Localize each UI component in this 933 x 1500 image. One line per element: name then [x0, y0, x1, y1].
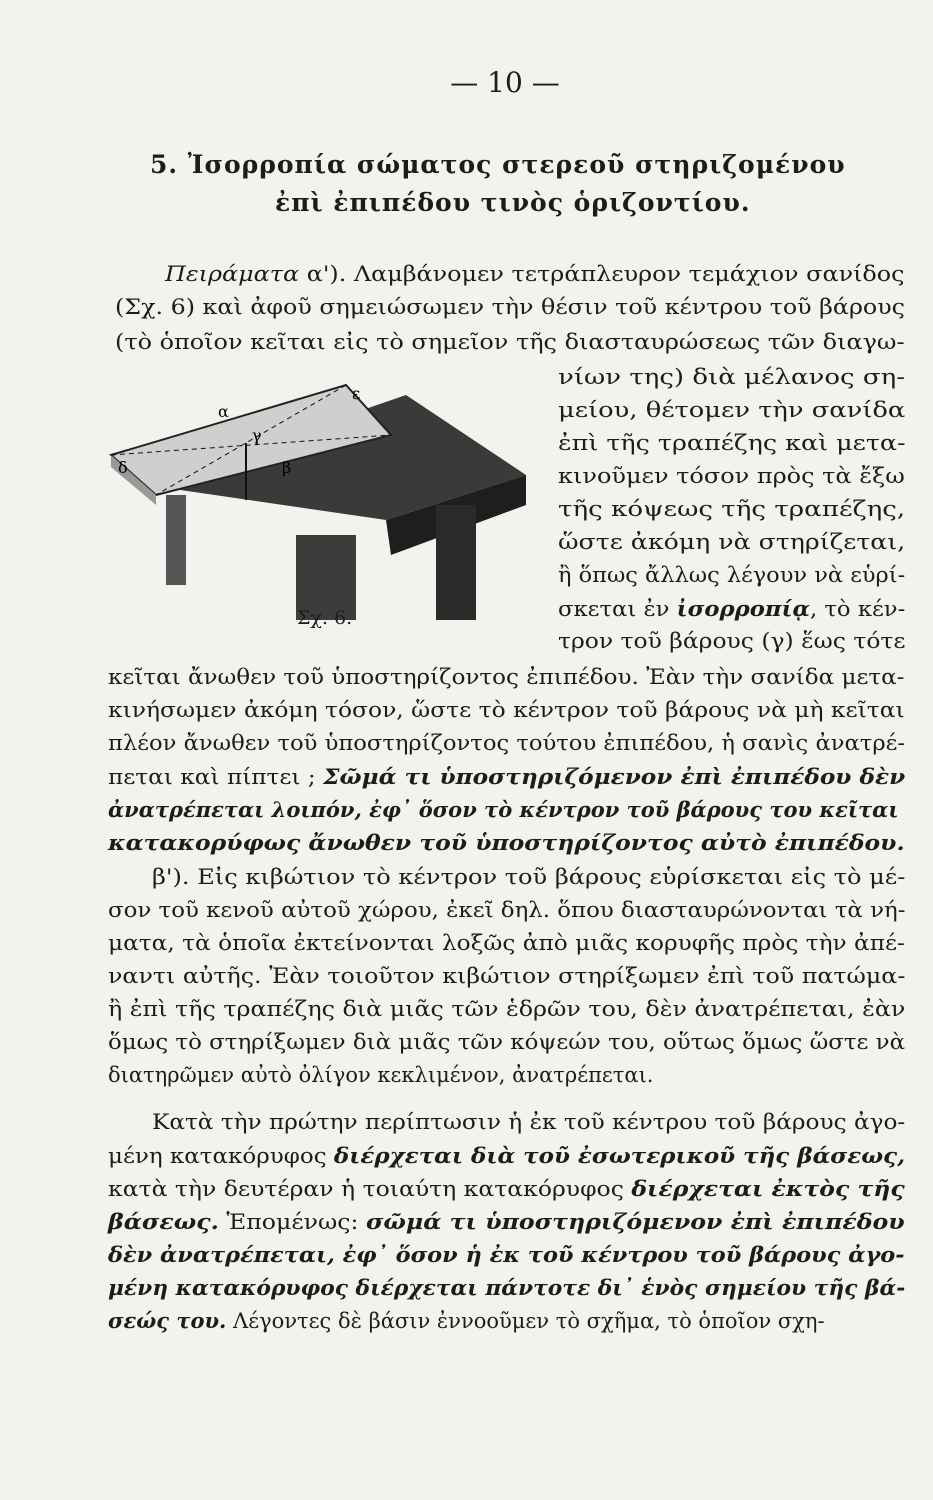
- label-alpha: α: [218, 402, 229, 421]
- figure-caption: Σχ. 6.: [297, 607, 353, 629]
- text-run: Ἑπομένως:: [218, 1210, 366, 1234]
- text-line: [165, 262, 905, 286]
- text-run: Πειράματα: [165, 262, 307, 286]
- text-line: [108, 898, 905, 922]
- text-run: σεώς του.: [108, 1308, 227, 1333]
- text-run: ματα, τὰ ὁποῖα ἐκτείνονται λοξῶς ἀπὸ μιᾶς κορυφῆς πρὸς τὴν ἀπέ-: [108, 931, 905, 955]
- text-line: [108, 797, 898, 822]
- text-line: [558, 563, 905, 587]
- text-line: [152, 865, 905, 889]
- text-line: [115, 295, 905, 319]
- text-line: [108, 1063, 654, 1087]
- text-line: [152, 1110, 905, 1134]
- text-line: [108, 1209, 905, 1234]
- table-leg-front: [436, 505, 476, 620]
- label-gamma: γ: [252, 426, 262, 445]
- text-run: τῆς κόψεως τῆς τραπέζης,: [558, 497, 906, 521]
- text-run: πεται καὶ πίπτει ;: [108, 765, 324, 789]
- section-title-line-1: 5. Ἰσορροπία σώματος στερεοῦ στηριζομένου: [150, 150, 846, 179]
- text-line: [108, 1176, 905, 1201]
- text-line: [108, 997, 905, 1021]
- text-run: μείου, θέτομεν τὴν σανίδα: [558, 398, 906, 422]
- text-run: σον τοῦ κενοῦ αὐτοῦ χώρου, ἐκεῖ δηλ. ὅπου διασταυρώνονται τὰ νή-: [108, 898, 906, 922]
- text-run: α'). Λαμβάνομεν τετράπλευρον τεμάχιον σανίδος: [306, 262, 905, 286]
- text-run: κατὰ τὴν δευτέραν ἡ τοιαύτη κατακόρυφος: [108, 1177, 632, 1201]
- table-leg-back: [166, 495, 186, 585]
- text-run: διέρχεται ἐκτὸς τῆς: [631, 1176, 905, 1201]
- text-run: πλέον ἄνωθεν τοῦ ὑποστηρίζοντος τούτου ἐπιπέδου, ἡ σανὶς ἀνατρέ-: [108, 731, 906, 755]
- text-line: [108, 1242, 905, 1267]
- text-line: [558, 431, 906, 455]
- text-run: σῶμά τι ὑποστηριζόμενον ἐπὶ ἐπιπέδου: [365, 1209, 905, 1234]
- label-beta: β: [282, 458, 292, 477]
- text-run: ἢ ἐπὶ τῆς τραπέζης διὰ μιᾶς τῶν ἑδρῶν του, δὲν ἀνατρέπεται, ἐὰν: [108, 997, 906, 1021]
- section-title-line-2: ἐπὶ ἐπιπέδου τινὸς ὁριζοντίου.: [275, 188, 751, 217]
- text-line: [558, 596, 905, 621]
- text-line: [108, 698, 905, 722]
- text-run: Λέγοντες δὲ βάσιν ἐννοοῦμεν τὸ σχῆμα, τὸ ὁποῖον σχη-: [226, 1309, 825, 1333]
- text-run: ὅμως τὸ στηρίξωμεν διὰ μιᾶς τῶν κόψεών του, οὕτως ὅμως ὥστε νὰ: [108, 1030, 906, 1054]
- text-run: κατακορύφως ἄνωθεν τοῦ ὑποστηρίζοντος αὐτὸ ἐπιπέδου.: [108, 830, 905, 855]
- text-run: Σῶμά τι ὑποστηριζόμενον ἐπὶ ἐπιπέδου δὲν: [323, 764, 906, 789]
- text-run: τρον τοῦ βάρους (γ) ἕως τότε: [558, 629, 906, 653]
- text-line: [108, 931, 905, 955]
- text-run: ἐπὶ τῆς τραπέζης καὶ μετα-: [558, 431, 906, 455]
- label-epsilon: ε: [352, 384, 361, 403]
- text-run: δὲν ἀνατρέπεται, ἐφ᾽ ὅσον ἡ ἐκ τοῦ κέντρου τοῦ βάρους ἀγο-: [108, 1242, 905, 1267]
- text-line: [108, 830, 905, 855]
- text-run: ἀνατρέπεται λοιπόν, ἐφ᾽ ὅσον τὸ κέντρον τοῦ βάρους του κεῖται: [108, 797, 899, 822]
- text-line: [108, 1030, 905, 1054]
- text-run: (Σχ. 6) καὶ ἀφοῦ σημειώσωμεν τὴν θέσιν τοῦ κέντρου τοῦ βάρους: [115, 295, 905, 319]
- text-run: Κατὰ τὴν πρώτην περίπτωσιν ἡ ἐκ τοῦ κέντρου τοῦ βάρους ἀγο-: [152, 1110, 906, 1134]
- label-delta: δ: [118, 458, 128, 477]
- text-line: [108, 1143, 905, 1168]
- text-run: κινήσωμεν ἀκόμη τόσον, ὥστε τὸ κέντρον τοῦ βάρους νὰ μὴ κεῖται: [108, 698, 905, 722]
- text-line: [108, 1308, 825, 1333]
- text-run: ὥστε ἀκόμη νὰ στηρίζεται,: [558, 530, 906, 554]
- page-number: — 10 —: [450, 66, 560, 99]
- text-line: [558, 530, 905, 554]
- figure-board-on-table: [106, 355, 556, 625]
- text-line: [108, 665, 904, 689]
- text-run: ναντι αὐτῆς. Ἐὰν τοιοῦτον κιβώτιον στηρίξωμεν ἐπὶ τοῦ πατώμα-: [108, 964, 906, 988]
- text-run: μένη κατακόρυφος: [108, 1144, 334, 1168]
- text-run: β'). Εἰς κιβώτιον τὸ κέντρον τοῦ βάρους εὑρίσκεται εἰς τὸ μέ-: [152, 865, 906, 889]
- text-run: κεῖται ἄνωθεν τοῦ ὑποστηρίζοντος ἐπιπέδου. Ἐὰν τὴν σανίδα μετα-: [108, 665, 905, 689]
- text-run: διατηρῶμεν αὐτὸ ὀλίγον κεκλιμένον, ἀνατρέπεται.: [108, 1063, 654, 1087]
- text-run: βάσεως.: [108, 1209, 219, 1234]
- text-run: διέρχεται διὰ τοῦ ἐσωτερικοῦ τῆς βάσεως,: [333, 1143, 906, 1168]
- text-run: , τὸ κέν-: [809, 597, 906, 621]
- text-line: [558, 464, 905, 488]
- text-run: μένη κατακόρυφος διέρχεται πάντοτε δι᾽ ἑνὸς σημείου τῆς βά-: [108, 1275, 906, 1300]
- text-run: (τὸ ὁποῖον κεῖται εἰς τὸ σημεῖον τῆς διασταυρώσεως τῶν διαγω-: [115, 330, 905, 354]
- text-line: [108, 1275, 905, 1300]
- text-line: [558, 629, 906, 653]
- text-run: κινοῦμεν τόσον πρὸς τὰ ἔξω: [558, 464, 905, 488]
- text-line: [558, 365, 905, 389]
- text-line: [108, 731, 905, 755]
- text-line: [108, 764, 905, 789]
- text-line: [108, 964, 905, 988]
- text-line: [558, 497, 905, 521]
- text-line: [115, 330, 905, 354]
- text-run: ἰσορροπίᾳ: [676, 596, 810, 621]
- text-run: ἢ ὅπως ἄλλως λέγουν νὰ εὑρί-: [558, 563, 906, 587]
- text-run: σκεται ἐν: [558, 597, 677, 621]
- text-run: νίων της) διὰ μέλανος ση-: [558, 365, 906, 389]
- text-line: [558, 398, 905, 422]
